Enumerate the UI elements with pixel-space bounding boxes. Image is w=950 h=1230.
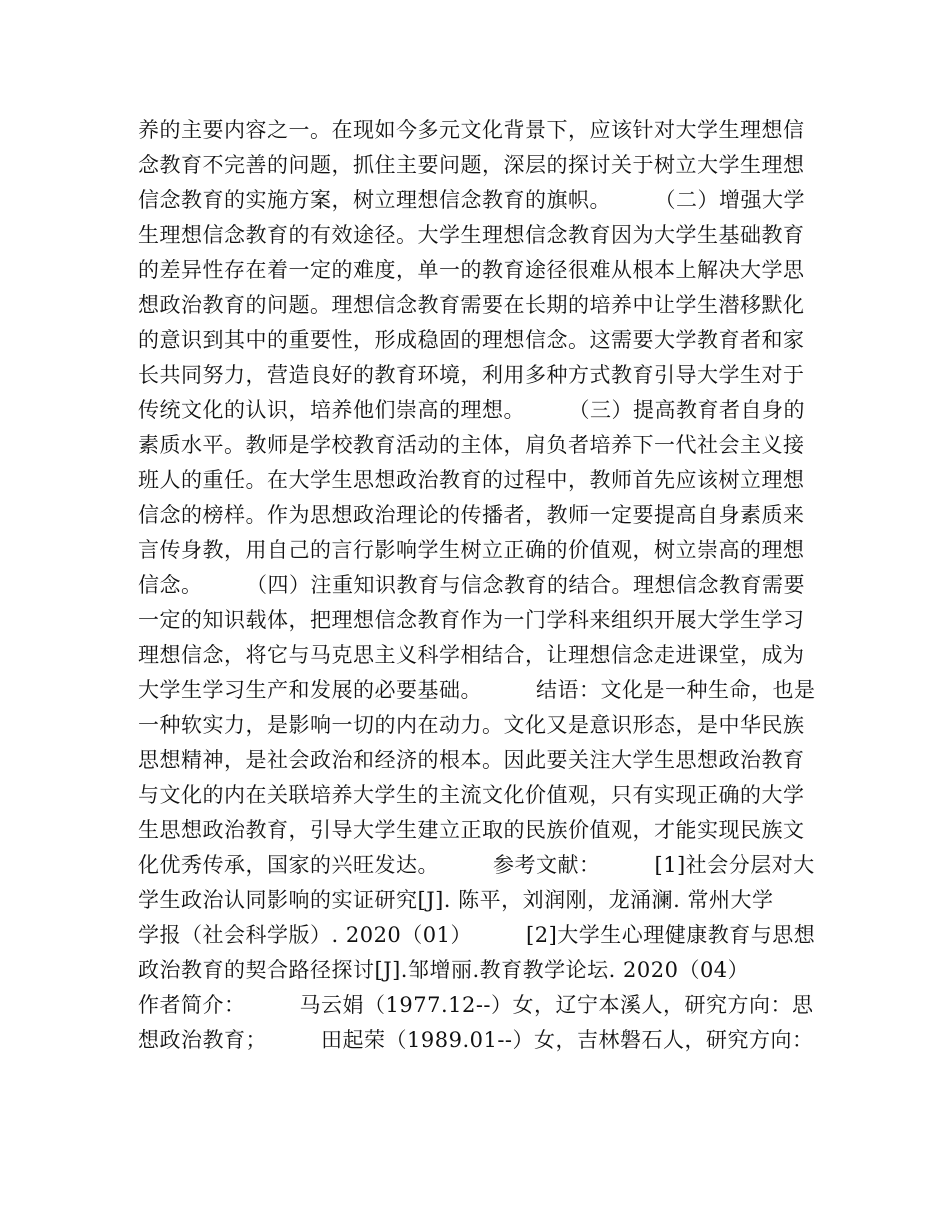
text-line: 养的主要内容之一。在现如今多元文化背景下，应该针对大学生理想信	[138, 118, 805, 142]
text-line: 素质水平。教师是学校教育活动的主体，肩负者培养下一代社会主义接	[138, 433, 805, 457]
text-line: 信念。 （四）注重知识教育与信念教育的结合。理想信念教育需要	[138, 573, 805, 597]
text-line: 与文化的内在关联培养大学生的主流文化价值观，只有实现正确的大学	[138, 783, 805, 807]
text-line: 班人的重任。在大学生思想政治教育的过程中，教师首先应该树立理想	[138, 468, 805, 492]
text-line: 信念教育的实施方案，树立理想信念教育的旗帜。 （二）增强大学	[138, 188, 805, 212]
text-line: 生思想政治教育，引导大学生建立正取的民族价值观，才能实现民族文	[138, 818, 805, 842]
text-line: 政治教育的契合路径探讨[J].邹增丽.教育教学论坛. 2020（04）	[138, 958, 750, 982]
text-line: 的意识到其中的重要性，形成稳固的理想信念。这需要大学教育者和家	[138, 328, 805, 352]
text-line: 传统文化的认识，培养他们崇高的理想。 （三）提高教育者自身的	[138, 398, 805, 422]
text-line: 生理想信念教育的有效途径。大学生理想信念教育因为大学生基础教育	[138, 223, 805, 247]
text-line: 想政治教育； 田起荣（1989.01--）女，吉林磐石人，研究方向：	[138, 1028, 814, 1052]
text-line: 念教育不完善的问题，抓住主要问题，深层的探讨关于树立大学生理想	[138, 153, 805, 177]
text-line: 的差异性存在着一定的难度，单一的教育途径很难从根本上解决大学思	[138, 258, 805, 282]
text-line: 学生政治认同影响的实证研究[J]. 陈平，刘润刚，龙涌澜. 常州大学	[138, 888, 774, 912]
text-line: 言传身教，用自己的言行影响学生树立正确的价值观，树立崇高的理想	[138, 538, 805, 562]
text-line: 大学生学习生产和发展的必要基础。 结语：文化是一种生命，也是	[138, 678, 816, 702]
text-line: 化优秀传承，国家的兴旺发达。 参考文献： [1]社会分层对大	[138, 853, 815, 877]
text-line: 一种软实力，是影响一切的内在动力。文化又是意识形态，是中华民族	[138, 713, 805, 737]
text-line: 一定的知识载体，把理想信念教育作为一门学科来组织开展大学生学习	[138, 608, 805, 632]
text-line: 作者简介： 马云娟（1977.12--）女，辽宁本溪人，研究方向：思	[138, 993, 814, 1017]
text-line: 信念的榜样。作为思想政治理论的传播者，教师一定要提高自身素质来	[138, 503, 805, 527]
text-line: 理想信念，将它与马克思主义科学相结合，让理想信念走进课堂，成为	[138, 643, 805, 667]
text-line: 思想精神，是社会政治和经济的根本。因此要关注大学生思想政治教育	[138, 748, 805, 772]
text-line: 想政治教育的问题。理想信念教育需要在长期的培养中让学生潜移默化	[138, 293, 805, 317]
text-line: 长共同努力，营造良好的教育环境，利用多种方式教育引导大学生对于	[138, 363, 805, 387]
text-line: 学报（社会科学版）. 2020（01） [2]大学生心理健康教育与思想	[138, 923, 816, 947]
body-text	[138, 113, 818, 1058]
